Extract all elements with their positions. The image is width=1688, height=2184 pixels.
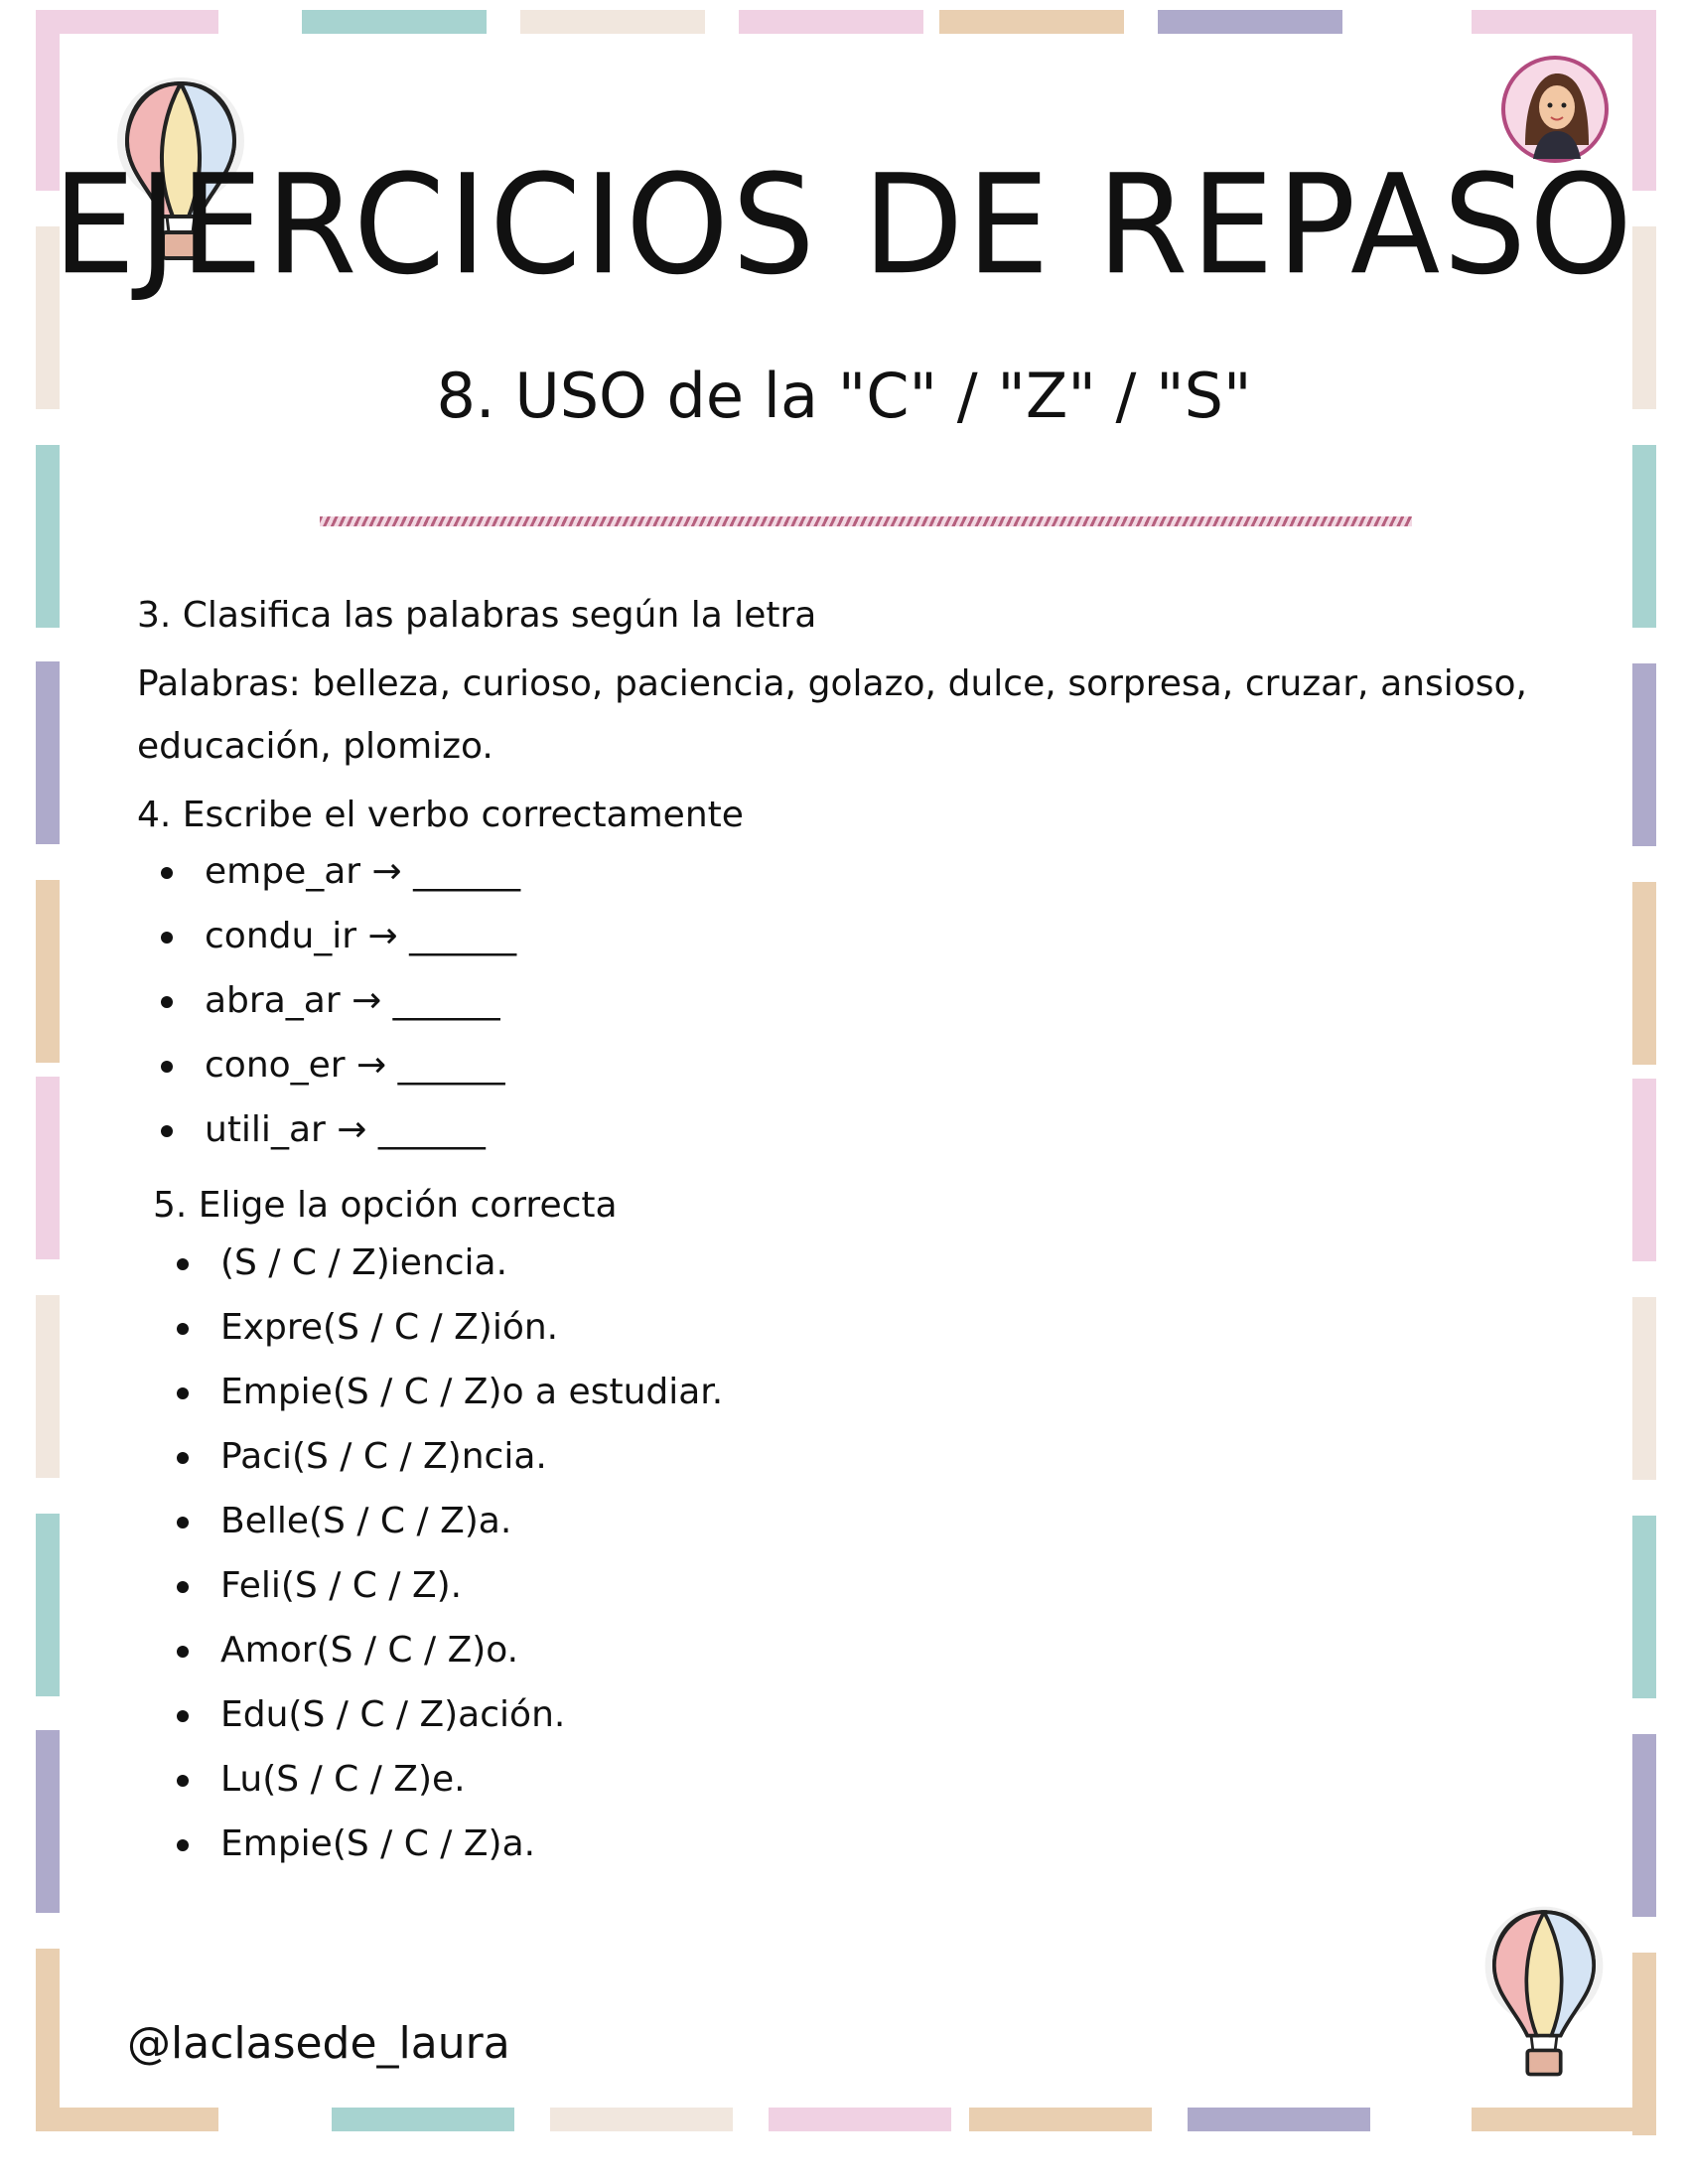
exercise-4-list	[137, 839, 1527, 1162]
list-item	[137, 968, 1527, 1033]
border-segment	[36, 1295, 60, 1478]
decorative-divider	[320, 516, 1412, 526]
list-item	[153, 1812, 1527, 1876]
bullet-icon	[161, 996, 173, 1008]
exercise-5-heading: 5. Elige la opción correcta	[153, 1185, 618, 1227]
list-item	[153, 1231, 1527, 1295]
list-item-text: Lu(S / C / Z)e.	[220, 1758, 466, 1800]
bullet-icon	[177, 1646, 189, 1658]
border-segment	[550, 2108, 733, 2131]
exercise-3-heading: 3. Clasifica las palabras según la letra	[137, 595, 817, 636]
list-item	[137, 904, 1527, 968]
list-item	[153, 1489, 1527, 1553]
list-item-text: empe_ar → ______	[205, 851, 521, 893]
bullet-icon	[177, 1323, 189, 1335]
bullet-icon	[161, 932, 173, 944]
list-item-text: Belle(S / C / Z)a.	[220, 1500, 512, 1541]
border-segment	[1158, 10, 1342, 34]
list-item	[153, 1747, 1527, 1812]
bullet-icon	[177, 1710, 189, 1722]
page-title: EJERCICIOS DE REPASO	[53, 145, 1635, 306]
border-segment	[36, 1949, 60, 2131]
list-item	[137, 1097, 1527, 1162]
border-segment	[520, 10, 705, 34]
list-item-text: condu_ir → ______	[205, 916, 517, 957]
bullet-icon	[177, 1387, 189, 1399]
list-item	[137, 1033, 1527, 1097]
list-item-text: cono_er → ______	[205, 1045, 505, 1087]
border-segment	[36, 661, 60, 844]
bullet-icon	[177, 1258, 189, 1270]
list-item-text: Empie(S / C / Z)o a estudiar.	[220, 1371, 724, 1412]
list-item	[153, 1424, 1527, 1489]
list-item	[153, 1553, 1527, 1618]
border-segment	[1632, 1734, 1656, 1917]
list-item-text: utili_ar → ______	[205, 1109, 486, 1151]
list-item	[153, 1682, 1527, 1747]
border-segment	[739, 10, 923, 34]
list-item-text: Expre(S / C / Z)ión.	[220, 1306, 559, 1348]
bullet-icon	[177, 1517, 189, 1529]
bullet-icon	[177, 1452, 189, 1464]
border-segment	[36, 2108, 218, 2131]
exercise-3-words: Palabras: belleza, curioso, paciencia, golazo, dulce, sorpresa, cruzar, ansioso, educación, plomizo.	[137, 662, 1527, 767]
border-segment	[1632, 445, 1656, 628]
list-item-text: (S / C / Z)iencia.	[220, 1241, 508, 1283]
list-item	[153, 1295, 1527, 1360]
footer-handle: @laclasede_laura	[127, 2018, 510, 2069]
border-segment	[1188, 2108, 1370, 2131]
border-segment	[36, 880, 60, 1063]
page-subtitle: 8. USO de la "C" / "Z" / "S"	[436, 360, 1252, 432]
border-segment	[969, 2108, 1152, 2131]
list-item	[153, 1360, 1527, 1424]
border-segment	[769, 2108, 951, 2131]
bullet-icon	[161, 1125, 173, 1137]
border-segment	[36, 445, 60, 628]
border-segment	[1632, 1079, 1656, 1261]
border-segment	[1632, 1297, 1656, 1480]
border-segment	[1632, 1516, 1656, 1698]
list-item-text: Amor(S / C / Z)o.	[220, 1629, 519, 1671]
hot-air-balloon-icon	[1479, 1897, 1609, 2086]
exercise-5-list	[137, 1231, 1527, 1876]
border-segment	[36, 1077, 60, 1259]
exercise-4-heading: 4. Escribe el verbo correctamente	[137, 794, 744, 835]
bullet-icon	[177, 1839, 189, 1851]
border-segment	[36, 1514, 60, 1696]
bullet-icon	[161, 867, 173, 879]
border-segment	[1632, 663, 1656, 846]
border-segment	[36, 1730, 60, 1913]
list-item-text: Feli(S / C / Z).	[220, 1564, 463, 1606]
bullet-icon	[177, 1775, 189, 1787]
bullet-icon	[177, 1581, 189, 1593]
border-segment	[1472, 10, 1656, 34]
exercise-content	[137, 592, 1527, 1876]
list-item-text: Paci(S / C / Z)ncia.	[220, 1435, 547, 1477]
list-item	[137, 839, 1527, 904]
border-segment	[939, 10, 1124, 34]
border-segment	[1632, 882, 1656, 1065]
list-item	[153, 1618, 1527, 1682]
bullet-icon	[161, 1061, 173, 1073]
border-segment	[36, 10, 218, 34]
list-item-text: Edu(S / C / Z)ación.	[220, 1693, 566, 1735]
list-item-text: Empie(S / C / Z)a.	[220, 1822, 536, 1864]
border-segment	[302, 10, 487, 34]
border-segment	[332, 2108, 514, 2131]
border-segment	[1472, 2108, 1654, 2131]
list-item-text: abra_ar → ______	[205, 980, 500, 1022]
